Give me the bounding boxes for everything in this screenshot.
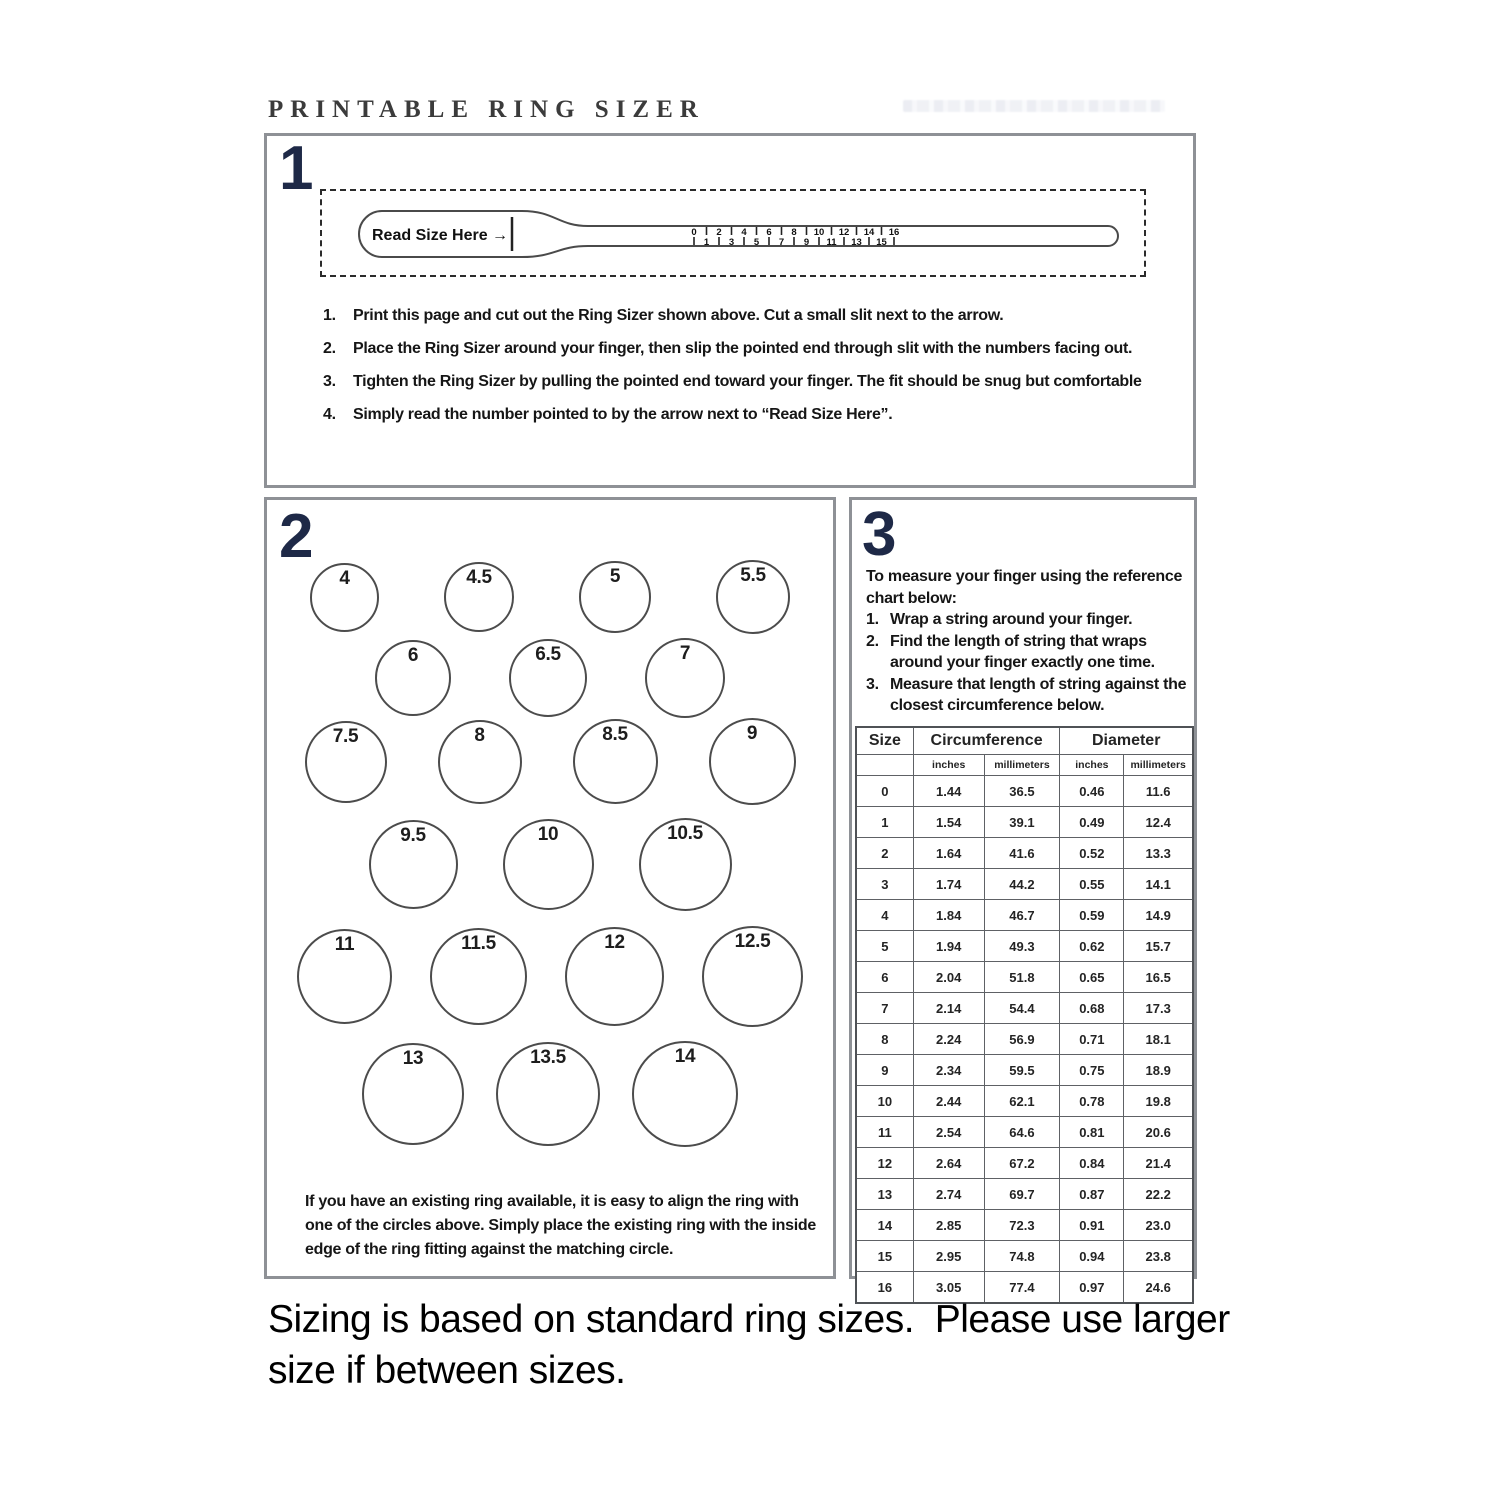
list-text: Simply read the number pointed to by the arrow next to “Read Size Here”. [353, 406, 893, 423]
ring-size-circle-9 [709, 718, 796, 805]
list-number: 3. [323, 373, 336, 390]
circle-row-1 [267, 560, 833, 634]
ring-size-label: 8.5 [602, 724, 628, 745]
cell-size: 7 [856, 993, 913, 1024]
list-number: 3. [866, 675, 879, 693]
ruler-number-16: 16 [888, 227, 900, 238]
sizer-instruction-2 [323, 337, 1143, 360]
cell-value: 1.64 [913, 838, 984, 869]
cell-value: 0.94 [1060, 1241, 1124, 1272]
ring-size-label: 4 [339, 567, 350, 589]
ring-size-circle-10.5 [639, 818, 732, 911]
ring-size-label: 6.5 [535, 644, 561, 665]
cell-value: 24.6 [1124, 1272, 1193, 1304]
cell-value: 18.9 [1124, 1055, 1193, 1086]
page-title: PRINTABLE RING SIZER [268, 96, 705, 123]
cell-value: 2.95 [913, 1241, 984, 1272]
unit-header-4: millimeters [1124, 755, 1193, 776]
col-header-size: Size [856, 727, 913, 755]
circle-row-5 [267, 926, 833, 1027]
ruler-number-14: 14 [863, 227, 875, 238]
ring-size-table [855, 726, 1194, 1304]
table-header-row [856, 727, 1193, 755]
ring-size-circle-7 [645, 638, 725, 718]
cell-size: 4 [856, 900, 913, 931]
size-row-14 [856, 1210, 1193, 1241]
ring-size-label: 9.5 [400, 825, 426, 846]
ruler-number-9: 9 [803, 237, 810, 248]
cell-size: 6 [856, 962, 913, 993]
cell-size: 15 [856, 1241, 913, 1272]
ring-size-label: 12.5 [734, 931, 771, 952]
cell-value: 16.5 [1124, 962, 1193, 993]
col-header-diameter: Diameter [1060, 727, 1193, 755]
section-1-ring-sizer [264, 133, 1196, 488]
cell-value: 72.3 [984, 1210, 1060, 1241]
size-row-3 [856, 869, 1193, 900]
cell-size: 1 [856, 807, 913, 838]
size-row-7 [856, 993, 1193, 1024]
cell-value: 0.84 [1060, 1148, 1124, 1179]
cell-value: 20.6 [1124, 1117, 1193, 1148]
circle-row-6 [267, 1041, 833, 1147]
cell-size: 9 [856, 1055, 913, 1086]
cell-value: 0.55 [1060, 869, 1124, 900]
cell-value: 1.54 [913, 807, 984, 838]
read-size-label: Read Size Here → [372, 227, 509, 244]
section-3-number: 3 [862, 500, 897, 569]
string-measure-text [866, 566, 1192, 717]
string-measure-steps [866, 609, 1192, 717]
list-text: Tighten the Ring Sizer by pulling the pointed end toward your finger. The fit should be snug but comfortable [353, 373, 1142, 390]
cell-value: 44.2 [984, 869, 1060, 900]
cell-value: 2.54 [913, 1117, 984, 1148]
cell-value: 2.24 [913, 1024, 984, 1055]
list-text: Measure that length of string against the closest circumference below. [890, 675, 1187, 714]
cell-size: 14 [856, 1210, 913, 1241]
ring-size-table-body [856, 776, 1193, 1304]
circle-row-3 [267, 718, 833, 805]
size-row-6 [856, 962, 1193, 993]
cell-value: 21.4 [1124, 1148, 1193, 1179]
ring-size-circle-8.5 [573, 719, 658, 804]
cell-size: 12 [856, 1148, 913, 1179]
ring-size-label: 5 [609, 566, 621, 587]
ring-size-circle-11 [297, 929, 392, 1024]
ruler-number-10: 10 [813, 227, 825, 238]
cell-value: 2.34 [913, 1055, 984, 1086]
cell-value: 0.75 [1060, 1055, 1124, 1086]
size-row-9 [856, 1055, 1193, 1086]
ruler-number-6: 6 [766, 227, 772, 238]
ring-size-label: 13 [402, 1048, 424, 1069]
ring-size-circle-4 [310, 563, 379, 632]
cell-value: 0.71 [1060, 1024, 1124, 1055]
cell-value: 49.3 [984, 931, 1060, 962]
cell-size: 16 [856, 1272, 913, 1304]
ring-size-circle-13 [362, 1043, 464, 1145]
cell-value: 17.3 [1124, 993, 1193, 1024]
ruler-number-5: 5 [753, 237, 760, 248]
ring-size-circle-12 [565, 927, 664, 1026]
list-number: 2. [323, 340, 336, 357]
col-header-circumference: Circumference [913, 727, 1060, 755]
list-text: Wrap a string around your finger. [890, 611, 1133, 628]
ring-size-label: 6 [407, 645, 419, 666]
cell-value: 18.1 [1124, 1024, 1193, 1055]
ring-size-circle-10 [503, 819, 594, 910]
cell-value: 2.85 [913, 1210, 984, 1241]
bottom-caption: Sizing is based on standard ring sizes. Please use larger size if between sizes. [268, 1298, 1241, 1393]
ring-size-label: 7 [679, 643, 691, 664]
cell-value: 74.8 [984, 1241, 1060, 1272]
ruler-number-11: 11 [826, 237, 837, 248]
cell-value: 0.59 [1060, 900, 1124, 931]
watermark-text [903, 100, 1165, 112]
ruler-number-12: 12 [838, 227, 850, 238]
section-3-reference-chart [849, 497, 1197, 1295]
list-number: 1. [323, 307, 336, 324]
cell-size: 13 [856, 1179, 913, 1210]
size-row-15 [856, 1241, 1193, 1272]
ring-size-circle-13.5 [496, 1042, 600, 1146]
ring-size-label: 9 [746, 723, 758, 744]
table-units-row [856, 755, 1193, 776]
cell-value: 0.46 [1060, 776, 1124, 807]
cell-value: 0.49 [1060, 807, 1124, 838]
size-row-5 [856, 931, 1193, 962]
circle-footnote: If you have an existing ring available, it is easy to align the ring with one of the circles above. Simply place the existing ring with the inside edge of the ring fitting against the matching circle. [305, 1193, 816, 1258]
ring-size-label: 12 [604, 932, 625, 953]
circle-row-2 [267, 638, 833, 718]
ring-size-circle-5.5 [716, 560, 790, 634]
cell-value: 56.9 [984, 1024, 1060, 1055]
size-row-12 [856, 1148, 1193, 1179]
ring-size-label: 4.5 [466, 567, 492, 588]
ring-sizer-cutout-outline [320, 189, 1146, 277]
cell-value: 1.74 [913, 869, 984, 900]
cell-value: 54.4 [984, 993, 1060, 1024]
cell-value: 1.44 [913, 776, 984, 807]
ring-size-circle-14 [632, 1041, 738, 1147]
cell-value: 0.97 [1060, 1272, 1124, 1304]
section-2-number: 2 [279, 502, 314, 571]
cell-value: 2.74 [913, 1179, 984, 1210]
string-measure-step-3 [866, 674, 1192, 717]
cell-value: 15.7 [1124, 931, 1193, 962]
ring-size-label: 8 [474, 724, 485, 746]
ring-size-circle-5 [579, 561, 651, 633]
ring-size-label: 11 [334, 934, 355, 955]
cell-value: 41.6 [984, 838, 1060, 869]
cell-value: 64.6 [984, 1117, 1060, 1148]
size-row-11 [856, 1117, 1193, 1148]
cell-value: 0.91 [1060, 1210, 1124, 1241]
ring-size-circle-8 [438, 720, 522, 804]
cell-size: 5 [856, 931, 913, 962]
size-row-0 [856, 776, 1193, 807]
cell-value: 77.4 [984, 1272, 1060, 1304]
ruler-number-0: 0 [691, 227, 697, 238]
cell-value: 46.7 [984, 900, 1060, 931]
cell-value: 22.2 [1124, 1179, 1193, 1210]
cell-size: 11 [856, 1117, 913, 1148]
cell-size: 10 [856, 1086, 913, 1117]
list-number: 2. [866, 632, 879, 650]
ruler-number-4: 4 [741, 227, 747, 238]
ruler-number-1: 1 [703, 237, 710, 248]
size-row-1 [856, 807, 1193, 838]
list-text: Print this page and cut out the Ring Sizer shown above. Cut a small slit next to the arrow. [353, 307, 1004, 324]
ring-sizer-strip [322, 191, 1144, 275]
cell-value: 0.78 [1060, 1086, 1124, 1117]
unit-header-2: millimeters [984, 755, 1060, 776]
ring-size-circle-11.5 [430, 928, 527, 1025]
ring-size-label: 5.5 [740, 565, 766, 586]
ring-size-label: 7.5 [332, 725, 359, 747]
cell-value: 0.65 [1060, 962, 1124, 993]
size-row-4 [856, 900, 1193, 931]
cell-value: 67.2 [984, 1148, 1060, 1179]
ring-size-label: 10.5 [667, 823, 703, 844]
cell-value: 2.64 [913, 1148, 984, 1179]
ring-size-circle-6.5 [509, 639, 587, 717]
cell-value: 11.6 [1124, 776, 1193, 807]
cell-size: 3 [856, 869, 913, 900]
ruler-number-3: 3 [728, 237, 735, 248]
cell-size: 2 [856, 838, 913, 869]
list-text: Find the length of string that wraps around your finger exactly one time. [890, 632, 1155, 671]
ring-size-table-head [856, 727, 1193, 776]
string-measure-step-2 [866, 631, 1192, 674]
ring-size-circle-12.5 [702, 926, 803, 1027]
cell-value: 2.14 [913, 993, 984, 1024]
ruler-number-2: 2 [716, 227, 722, 238]
ring-size-label: 10 [537, 824, 559, 845]
cell-value: 0.52 [1060, 838, 1124, 869]
cell-value: 23.0 [1124, 1210, 1193, 1241]
cell-value: 13.3 [1124, 838, 1193, 869]
cell-value: 14.9 [1124, 900, 1193, 931]
cell-value: 14.1 [1124, 869, 1193, 900]
cell-value: 19.8 [1124, 1086, 1193, 1117]
ruler-number-15: 15 [876, 237, 887, 248]
size-row-2 [856, 838, 1193, 869]
size-row-8 [856, 1024, 1193, 1055]
section-1-number: 1 [279, 134, 314, 203]
cell-value: 0.68 [1060, 993, 1124, 1024]
unit-header-1: inches [913, 755, 984, 776]
unit-header-3: inches [1060, 755, 1124, 776]
ring-size-label: 14 [674, 1046, 696, 1067]
cell-value: 39.1 [984, 807, 1060, 838]
sizer-instruction-4 [323, 403, 1143, 426]
cell-value: 2.04 [913, 962, 984, 993]
list-number: 4. [323, 406, 336, 423]
string-measure-step-1 [866, 609, 1192, 631]
cell-value: 3.05 [913, 1272, 984, 1304]
ruler-number-13: 13 [851, 237, 862, 248]
cell-value: 62.1 [984, 1086, 1060, 1117]
cell-value: 0.62 [1060, 931, 1124, 962]
sizer-instructions-list [323, 304, 1143, 436]
ring-size-circle-6 [375, 640, 451, 716]
ring-size-label: 11.5 [461, 933, 496, 954]
cell-size: 8 [856, 1024, 913, 1055]
cell-value: 12.4 [1124, 807, 1193, 838]
section-2-size-circles [264, 497, 836, 1279]
col-header-empty [856, 755, 913, 776]
size-row-10 [856, 1086, 1193, 1117]
cell-value: 1.84 [913, 900, 984, 931]
ring-size-circle-7.5 [305, 721, 387, 803]
ruler-number-7: 7 [778, 237, 785, 248]
list-number: 1. [866, 611, 879, 628]
cell-value: 36.5 [984, 776, 1060, 807]
sizer-instruction-1 [323, 304, 1143, 327]
cell-size: 0 [856, 776, 913, 807]
circle-row-4 [267, 818, 833, 911]
cell-value: 23.8 [1124, 1241, 1193, 1272]
size-row-13 [856, 1179, 1193, 1210]
ring-size-circle-9.5 [369, 820, 458, 909]
ring-size-label: 13.5 [530, 1047, 566, 1068]
cell-value: 0.87 [1060, 1179, 1124, 1210]
string-measure-intro: To measure your finger using the reference chart below: [866, 568, 1183, 607]
cell-value: 51.8 [984, 962, 1060, 993]
ring-size-circle-4.5 [444, 562, 514, 632]
ruler-number-8: 8 [791, 227, 797, 238]
list-text: Place the Ring Sizer around your finger, then slip the pointed end through slit with the numbers facing out. [353, 340, 1133, 357]
cell-value: 59.5 [984, 1055, 1060, 1086]
sizer-instruction-3 [323, 370, 1143, 393]
cell-value: 0.81 [1060, 1117, 1124, 1148]
cell-value: 69.7 [984, 1179, 1060, 1210]
cell-value: 1.94 [913, 931, 984, 962]
cell-value: 2.44 [913, 1086, 984, 1117]
